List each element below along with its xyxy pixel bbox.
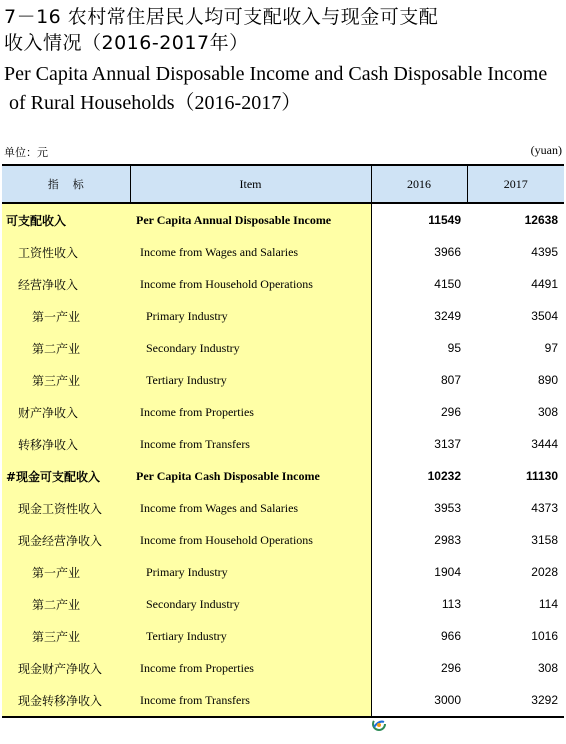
row-label-cn: 第一产业 [2,300,130,332]
row-label-en: Income from Household Operations [130,268,371,300]
table-row [2,588,564,620]
table-row [2,652,564,684]
value-2017: 4491 [531,277,558,291]
row-label-en: Primary Industry [130,556,371,588]
row-label-en: Per Capita Annual Disposable Income [130,203,371,236]
value-2016: 11549 [428,213,461,227]
header-row [2,165,564,203]
row-label-en: Income from Household Operations [130,524,371,556]
table-row [2,492,564,524]
value-2017: 4373 [531,501,558,515]
row-label-cn: 现金工资性收入 [2,492,130,524]
row-label-en: Primary Industry [130,300,371,332]
value-2017: 308 [537,405,558,419]
table-row [2,428,564,460]
value-2016: 3137 [434,437,461,451]
unit-label-en: (yuan) [530,143,562,157]
value-2016: 10232 [427,469,461,483]
table-row [2,300,564,332]
row-label-cn: 经营净收入 [2,268,130,300]
value-2016: 95 [447,341,461,355]
value-2017: 4395 [531,245,558,259]
row-label-cn: 现金转移净收入 [2,684,130,717]
value-2016: 296 [440,405,461,419]
header-2017: 2017 [467,165,564,203]
row-label-cn: 第三产业 [2,620,130,652]
value-2017: 3158 [531,533,558,547]
table-row [2,460,564,492]
stats-logo-icon [371,716,387,732]
value-2017: 1016 [531,629,558,643]
header-indicator: 指 标 [2,165,130,203]
value-2017: 12638 [524,213,558,227]
table-row [2,203,564,236]
value-2016: 296 [440,661,461,675]
title-en-line1: Per Capita Annual Disposable Income and Cash Disposable Income [4,63,548,85]
row-label-en: Per Capita Cash Disposable Income [130,460,371,492]
row-label-en: Income from Transfers [130,428,371,460]
page-title-cn [4,4,560,56]
value-2016: 113 [441,597,461,611]
table-row [2,524,564,556]
row-label-cn: 工资性收入 [2,236,130,268]
title-en-line2: of Rural Households（2016-2017） [4,92,302,114]
row-label-cn: 第三产业 [2,364,130,396]
value-2017: 3292 [467,684,564,717]
value-2017: 890 [537,373,558,387]
table-row [2,684,564,717]
value-2016: 3000 [371,684,467,717]
table-row [2,236,564,268]
row-label-cn: 可支配收入 [2,203,130,236]
value-2017: 308 [537,661,558,675]
row-label-en: Secondary Industry [130,332,371,364]
table-body [2,203,564,717]
unit-label-cn: 单位：元 [4,146,48,159]
row-label-cn: 第二产业 [2,332,130,364]
table-row [2,620,564,652]
value-2017: 97 [544,341,558,355]
income-table [2,164,564,718]
row-label-cn: 第二产业 [2,588,130,620]
row-label-cn: 财产净收入 [2,396,130,428]
row-label-cn: 第一产业 [2,556,130,588]
table-header [2,165,564,203]
row-label-en: Income from Transfers [130,684,371,717]
header-item: Item [130,165,371,203]
row-label-en: Secondary Industry [130,588,371,620]
value-2016: 2983 [434,533,461,547]
value-2017: 114 [538,597,558,611]
value-2017: 2028 [531,565,558,579]
title-cn-line1: 7－16 农村常住居民人均可支配收入与现金可支配 [4,6,439,28]
table-row [2,332,564,364]
row-label-en: Tertiary Industry [130,364,371,396]
table-row [2,364,564,396]
row-label-cn: 转移净收入 [2,428,130,460]
value-2016: 4150 [434,277,461,291]
value-2017: 3444 [531,437,558,451]
title-cn-line2: 收入情况（2016-2017年） [4,32,249,54]
header-2016: 2016 [371,165,467,203]
value-2017: 3504 [531,309,558,323]
row-label-cn: #现金可支配收入 [2,460,130,492]
value-2016: 3953 [434,501,461,515]
table-row [2,556,564,588]
row-label-en: Income from Wages and Salaries [130,492,371,524]
row-label-en: Income from Properties [130,396,371,428]
value-2016: 3249 [434,309,461,323]
row-label-en: Tertiary Industry [130,620,371,652]
value-2016: 1904 [434,565,461,579]
row-label-cn: 现金经营净收入 [2,524,130,556]
page-title-en [4,60,564,118]
value-2016: 3966 [434,245,461,259]
value-2016: 807 [440,373,461,387]
row-label-en: Income from Wages and Salaries [130,236,371,268]
value-2016: 966 [440,629,461,643]
table-row [2,268,564,300]
row-label-cn: 现金财产净收入 [2,652,130,684]
row-label-en: Income from Properties [130,652,371,684]
table-row [2,396,564,428]
value-2017: 11130 [525,469,558,483]
